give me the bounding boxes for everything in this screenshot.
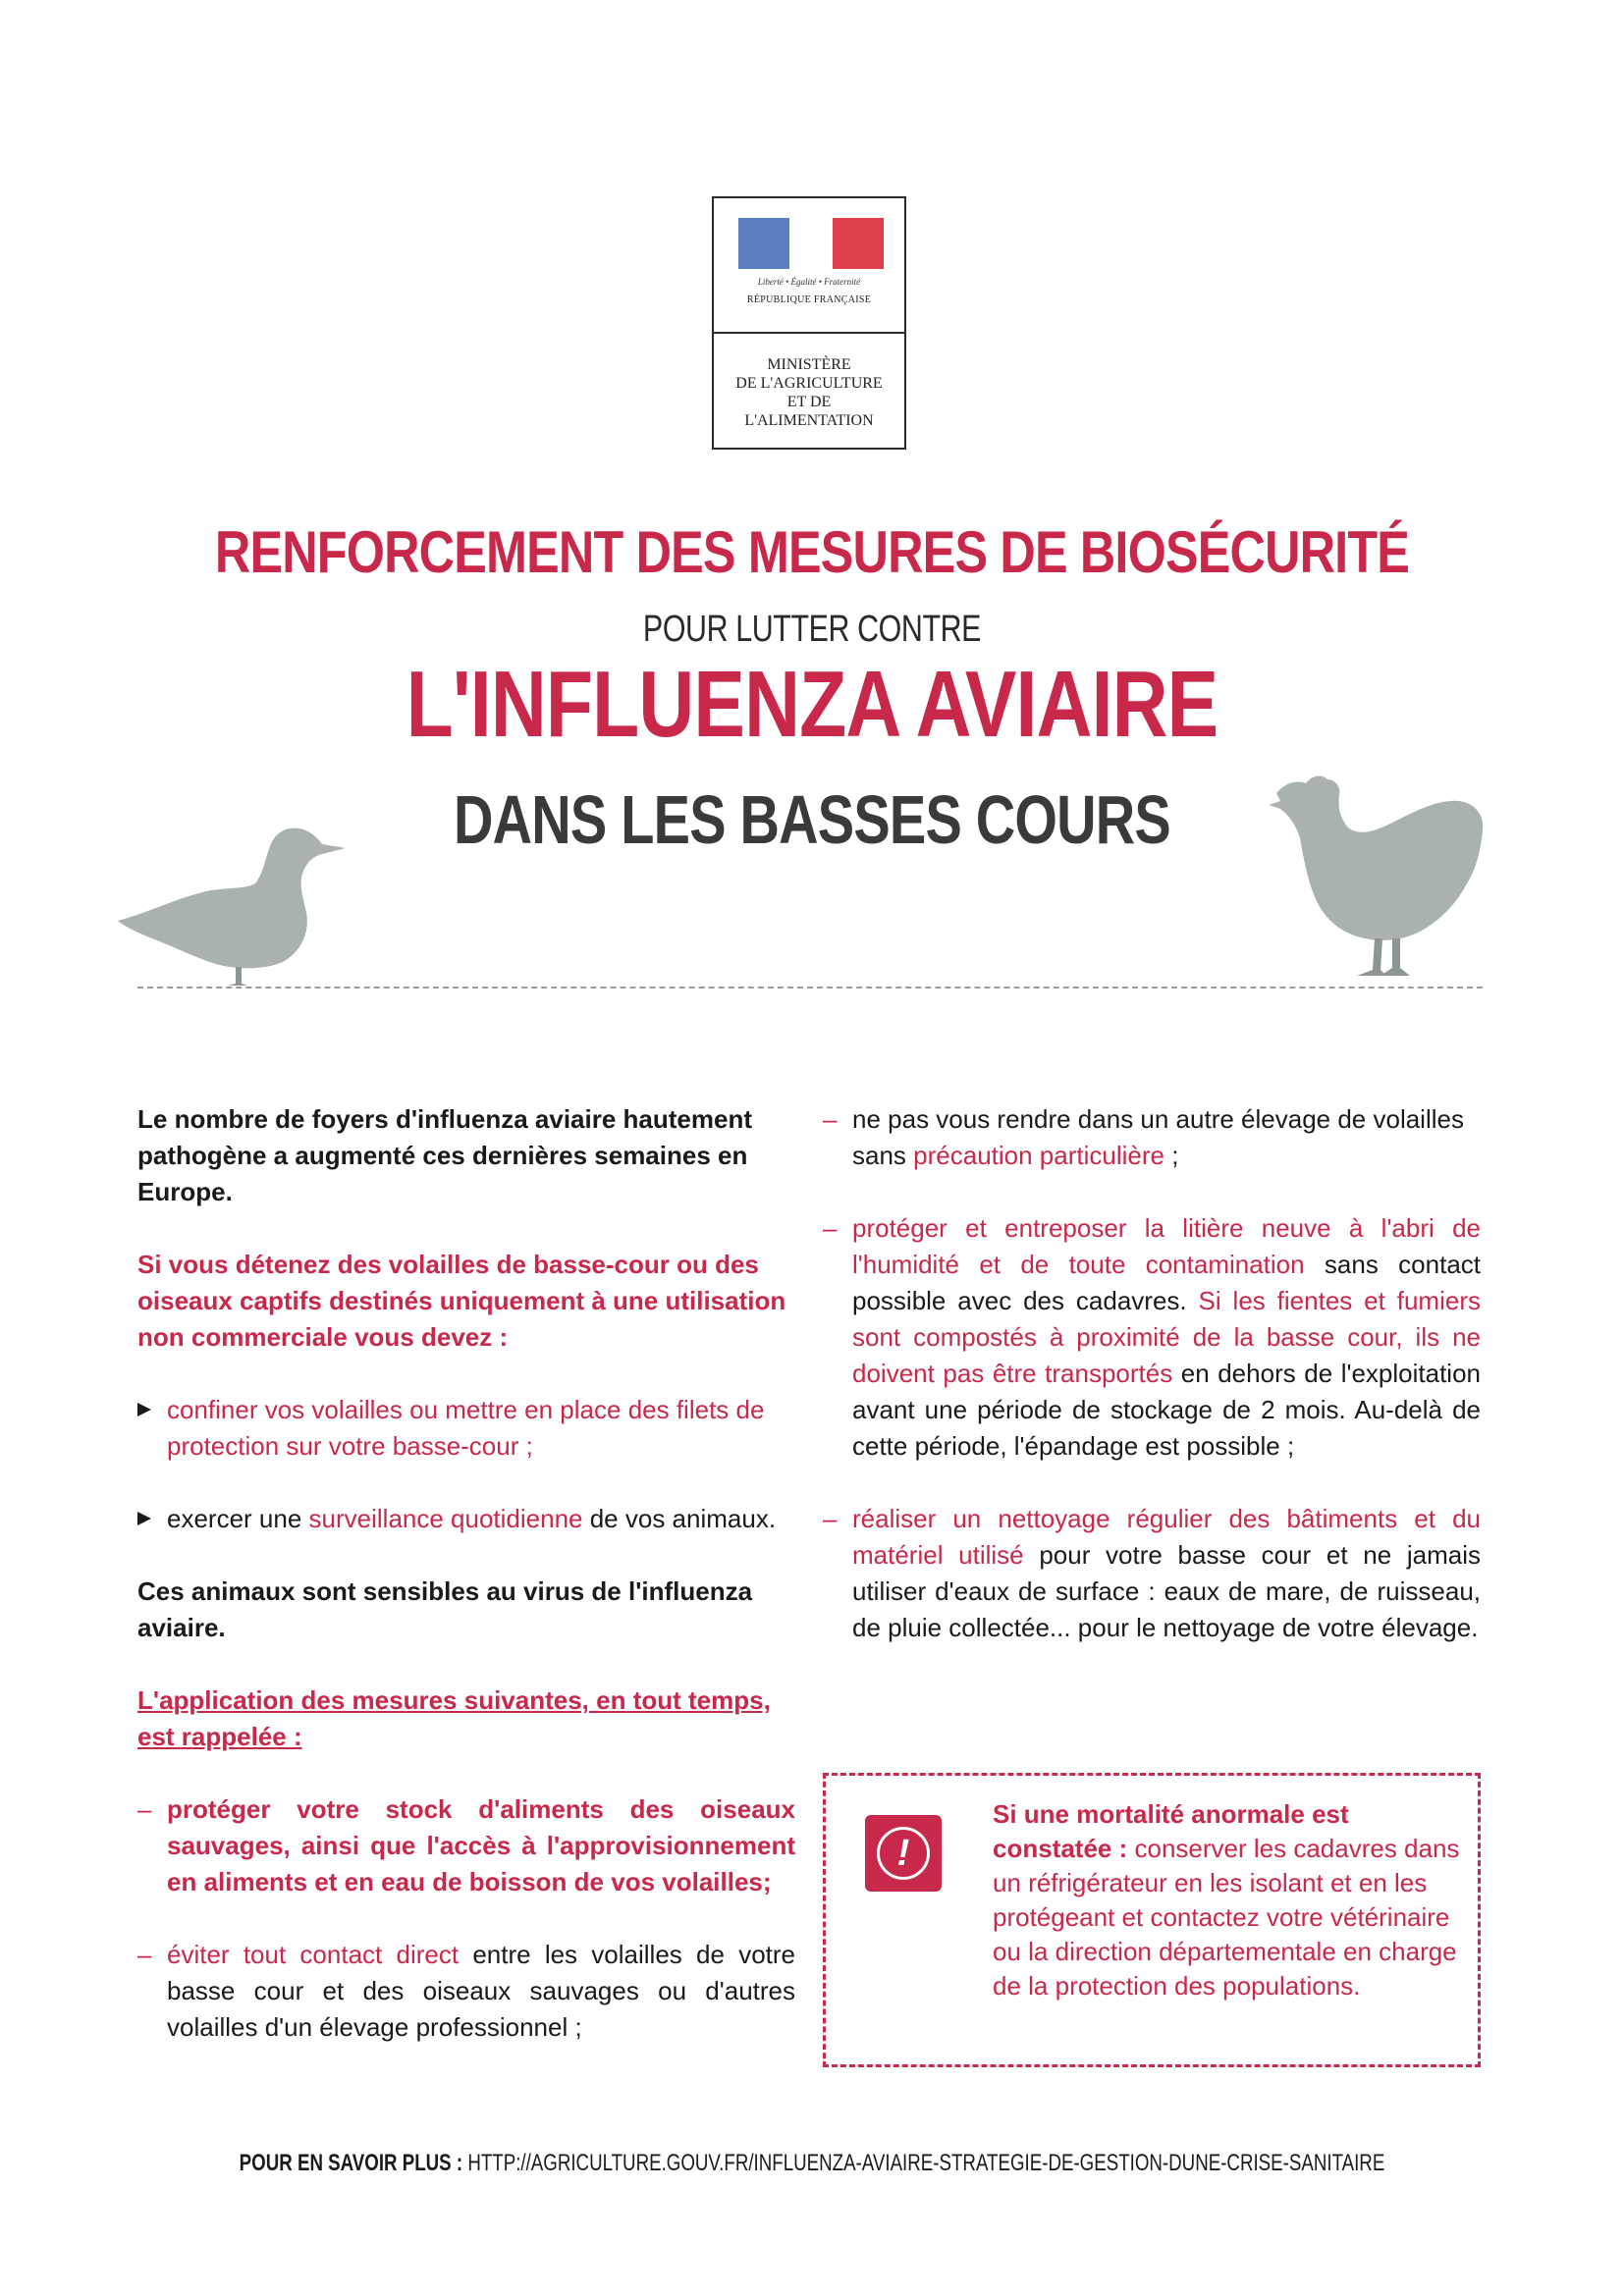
sensible-text: Ces animaux sont sensibles au virus de l'influenza aviaire. [137,1576,753,1642]
footer-url[interactable]: HTTP://AGRICULTURE.GOUV.FR/INFLUENZA-AVIAIRE-STRATEGIE-DE-GESTION-DUNE-CRISE-SANITAIRE [462,2150,1385,2176]
left-column [137,1101,795,2046]
dash-marker: – [823,1213,838,1243]
intro-text: Le nombre de foyers d'influenza aviaire hautement pathogène a augmenté ces dernières semaines en Europe. [137,1104,753,1206]
list-item [137,1791,795,1900]
ministry-logo [712,196,906,450]
condition-text: Si vous détenez des volailles de basse-cour ou des oiseaux captifs destinés uniquement à une utilisation non commerciale vous devez : [137,1250,786,1352]
title-line-3: L'INFLUENZA AVIAIRE [406,652,1218,757]
alert-bold: Si une mortalité anormale est constatée : [993,1799,1349,1863]
precaution-highlight: précaution particulière [913,1141,1164,1170]
republic-name: RÉPUBLIQUE FRANÇAISE [746,294,872,305]
footer-label: POUR EN SAVOIR PLUS : [239,2150,463,2176]
title-line-1: RENFORCEMENT DES MESURES DE BIOSÉCURITÉ [214,519,1410,585]
title-line-2: POUR LUTTER CONTRE [642,609,982,650]
ministry-name: MINISTÈRE DE L'AGRICULTURE ET DE L'ALIMENTATION [735,356,883,429]
dash-marker: – [137,1794,152,1824]
right-triangle-icon [137,1511,153,1526]
french-flag-icon [738,218,884,269]
bullet-1-text: confiner vos volailles ou mettre en place des filets de protection sur votre basse-cour ; [167,1395,765,1461]
footer-more-info [179,2150,1445,2177]
marianne-block [714,198,904,334]
surveillance-highlight: surveillance quotidienne [308,1504,583,1533]
hen-silhouette-icon [1267,766,1488,991]
alert-text: Si une mortalité anormale est constatée : conserver les cadavres dans un réfrigérateur en les isolant et en les protégeant et contactez votre vétérinaire ou la direction départementale en charge de la protection des populations. [993,1799,1460,2001]
dash-1-text: protéger votre stock d'aliments des oiseaux sauvages, ainsi que l'accès à l'approvisionnement en aliments et en eau de boisson de vos volailles; [167,1794,795,1896]
list-item: – protéger et entreposer la litière neuve à l'abri de l'humidité et de toute contamination sans contact possible avec des cadavres. Si les fientes et fumiers sont compostés à proximité de la basse cour, ils ne doivent pas être transportés en dehors de l'exploitation avant une période de stockage de 2 mois. Au-delà de cette période, l'épandage est possible ; [823,1210,1481,1465]
dash-marker: – [137,1940,152,1969]
list-item: exercer une surveillance quotidienne de vos animaux. [137,1501,795,1537]
list-item: – éviter tout contact direct entre les volailles de votre basse cour et des oiseaux sauvages ou d'autres volailles d'un élevage professionnel ; [137,1937,795,2046]
list-item: – réaliser un nettoyage régulier des bâtiments et du matériel utilisé pour votre basse cour et ne jamais utiliser d'eaux de surface : eaux de mare, de ruisseau, de pluie collectée... pour le nettoyage de votre élevage. [823,1501,1481,1646]
dash-marker: – [823,1104,838,1134]
application-heading: L'application des mesures suivantes, en tout temps, est rappelée : [137,1685,771,1751]
ground-line [137,987,1483,988]
list-item [137,1392,795,1465]
contact-highlight: éviter tout contact direct [167,1940,460,1969]
mortality-alert-box [823,1773,1481,2067]
title-line-4: DANS LES BASSES COURS [453,781,1170,858]
republic-motto: Liberté • Égalité • Fraternité [757,277,861,287]
right-column [823,1101,1481,1646]
duck-silhouette-icon [118,805,373,991]
dash-marker: – [823,1504,838,1533]
list-item: – ne pas vous rendre dans un autre élevage de volailles sans précaution particulière ; [823,1101,1481,1174]
exclamation-icon: ! [865,1815,942,1892]
right-triangle-icon [137,1402,153,1417]
